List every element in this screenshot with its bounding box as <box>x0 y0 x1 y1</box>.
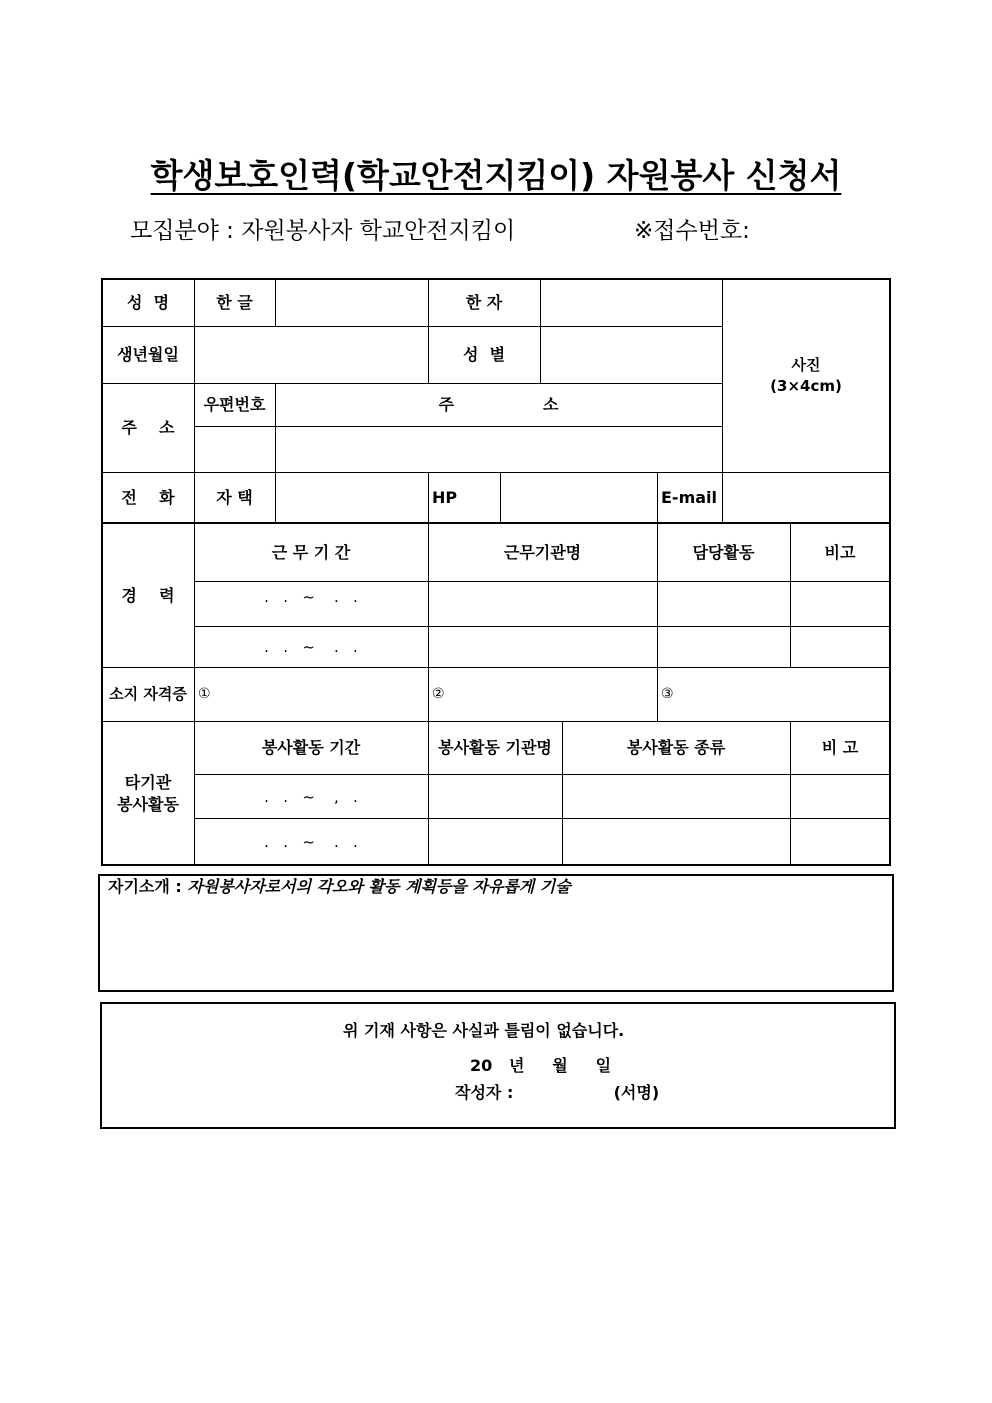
hanja-name-field[interactable] <box>541 280 722 326</box>
volunteer-note-header: 비 고 <box>821 738 859 758</box>
hanja-label: 한 자 <box>465 292 503 312</box>
birth-label: 생년월일 <box>117 345 179 365</box>
hp-label: HP <box>432 487 458 507</box>
career-period-field[interactable]: . . ~ . . <box>264 588 358 606</box>
self-intro-label: 자기소개 : 자원봉사자로서의 각오와 활동 계획등을 자유롭게 기술 <box>108 877 571 896</box>
volunteer-period-header: 봉사활동 기간 <box>261 738 361 758</box>
date-line: 20 년 월 일 <box>470 1056 612 1075</box>
self-intro-hint: 자원봉사자로서의 각오와 활동 계획등을 자유롭게 기술 <box>187 877 571 896</box>
career-period-field[interactable]: . . ~ . . <box>264 638 358 656</box>
address-header: 주 소 <box>438 395 559 415</box>
hp-field[interactable] <box>501 474 657 522</box>
gender-label: 성 별 <box>462 345 506 365</box>
address-label: 주 소 <box>121 418 175 438</box>
license-field-2[interactable]: ② <box>432 686 445 703</box>
phone-label: 전 화 <box>121 487 175 507</box>
writer-signature-line: 작성자 : (서명) <box>455 1083 660 1102</box>
page-title: 학생보호인력(학교안전지킴이) 자원봉사 신청서 <box>150 156 842 195</box>
career-org-header: 근무기관명 <box>503 542 582 562</box>
license-field-3[interactable]: ③ <box>661 686 674 703</box>
postal-code-label: 우편번호 <box>203 395 266 415</box>
volunteer-org-header: 봉사활동 기관명 <box>438 738 552 758</box>
home-phone-label: 자 택 <box>216 487 253 507</box>
birth-date-field[interactable] <box>195 328 428 383</box>
career-period-header: 근 무 기 간 <box>271 542 351 562</box>
recruit-field: 모집분야 : 자원봉사자 학교안전지킴이 <box>130 218 516 244</box>
career-duty-header: 담당활동 <box>692 542 755 562</box>
postal-code-field[interactable] <box>195 427 275 472</box>
volunteer-period-field[interactable]: . . ~ , . <box>264 787 358 806</box>
photo-box: 사진 (3×4cm) <box>770 356 842 395</box>
career-label: 경 력 <box>121 585 175 605</box>
license-label: 소지 자격증 <box>109 685 187 704</box>
hangul-label: 한 글 <box>216 292 253 312</box>
hangul-name-field[interactable] <box>276 280 428 326</box>
other-volunteer-label: 타기관 봉사활동 <box>117 772 179 814</box>
license-field-1[interactable]: ① <box>198 686 211 703</box>
gender-field[interactable] <box>541 328 722 383</box>
volunteer-period-field[interactable]: . . ~ . . <box>264 833 358 851</box>
home-phone-field[interactable] <box>276 474 428 522</box>
name-label: 성 명 <box>126 292 170 312</box>
career-note-header: 비고 <box>824 542 856 562</box>
address-field[interactable] <box>276 427 722 472</box>
volunteer-type-header: 봉사활동 종류 <box>626 738 726 758</box>
declaration-statement: 위 기재 사항은 사실과 틀림이 없습니다. <box>343 1021 625 1040</box>
email-field[interactable] <box>723 474 890 522</box>
receipt-number-label: ※접수번호: <box>634 218 750 244</box>
email-label: E-mail <box>661 487 718 507</box>
